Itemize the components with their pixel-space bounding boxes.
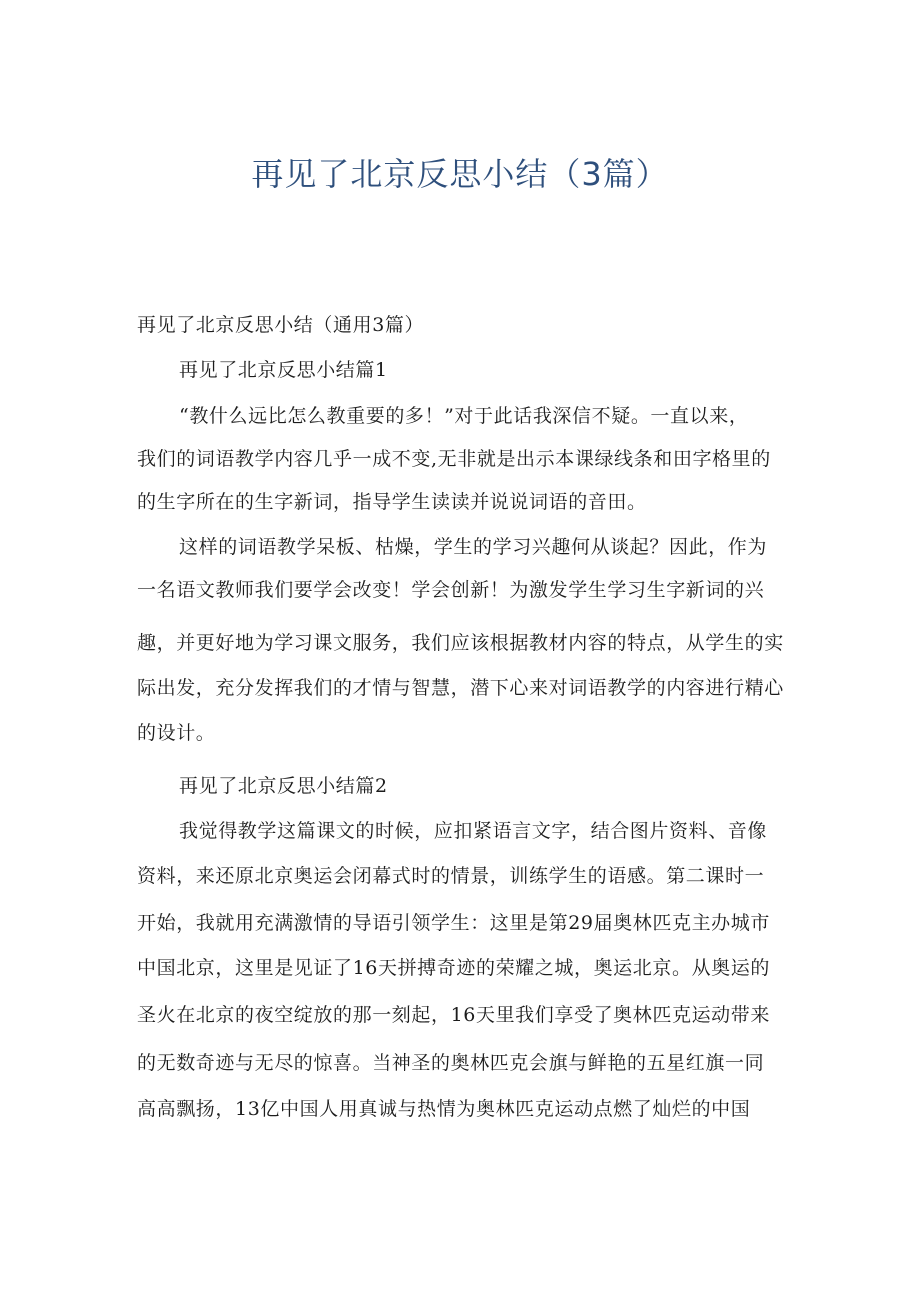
- paragraph-line: 际出发，充分发挥我们的才情与智慧，潜下心来对词语教学的内容进行精心: [137, 677, 784, 699]
- paragraph-line: 我们的词语教学内容几乎一成不变,无非就是出示本课绿线条和田字格里的: [137, 448, 771, 470]
- paragraph-line: “教什么远比怎么教重要的多！”对于此话我深信不疑。一直以来，: [179, 405, 749, 427]
- paragraph-line: 的设计。: [137, 722, 216, 744]
- paragraph-line: 一名语文教师我们要学会改变！学会创新！为激发学生学习生字新词的兴: [137, 579, 765, 601]
- section-heading: 再见了北京反思小结篇2: [179, 775, 388, 797]
- paragraph-line: 这样的词语教学呆板、枯燥，学生的学习兴趣何从谈起？因此，作为: [179, 536, 768, 558]
- paragraph-line: 开始，我就用充满激情的导语引领学生：这里是第29届奥林匹克主办城市: [137, 912, 770, 934]
- paragraph-line: 的无数奇迹与无尽的惊喜。当神圣的奥林匹克会旗与鲜艳的五星红旗一同: [137, 1052, 765, 1074]
- paragraph-line: 趣，并更好地为学习课文服务，我们应该根据教材内容的特点，从学生的实: [137, 632, 784, 654]
- paragraph-line: 中国北京，这里是见证了16天拼搏奇迹的荣耀之城，奥运北京。从奥运的: [137, 957, 770, 979]
- paragraph-line: 圣火在北京的夜空绽放的那一刻起，16天里我们享受了奥林匹克运动带来: [137, 1004, 770, 1026]
- section-heading: 再见了北京反思小结篇1: [179, 359, 388, 381]
- paragraph-line: 高高飘扬，13亿中国人用真诚与热情为奥林匹克运动点燃了灿烂的中国: [137, 1098, 751, 1120]
- document-subtitle: 再见了北京反思小结（通用3篇）: [137, 314, 425, 336]
- paragraph-line: 的生字所在的生字新词，指导学生读读并说说词语的音田。: [137, 491, 647, 513]
- paragraph-line: 我觉得教学这篇课文的时候，应扣紧语言文字，结合图片资料、音像: [179, 820, 768, 842]
- document-title: 再见了北京反思小结（3篇）: [251, 155, 669, 193]
- paragraph-line: 资料，来还原北京奥运会闭幕式时的情景，训练学生的语感。第二课时一: [137, 865, 765, 887]
